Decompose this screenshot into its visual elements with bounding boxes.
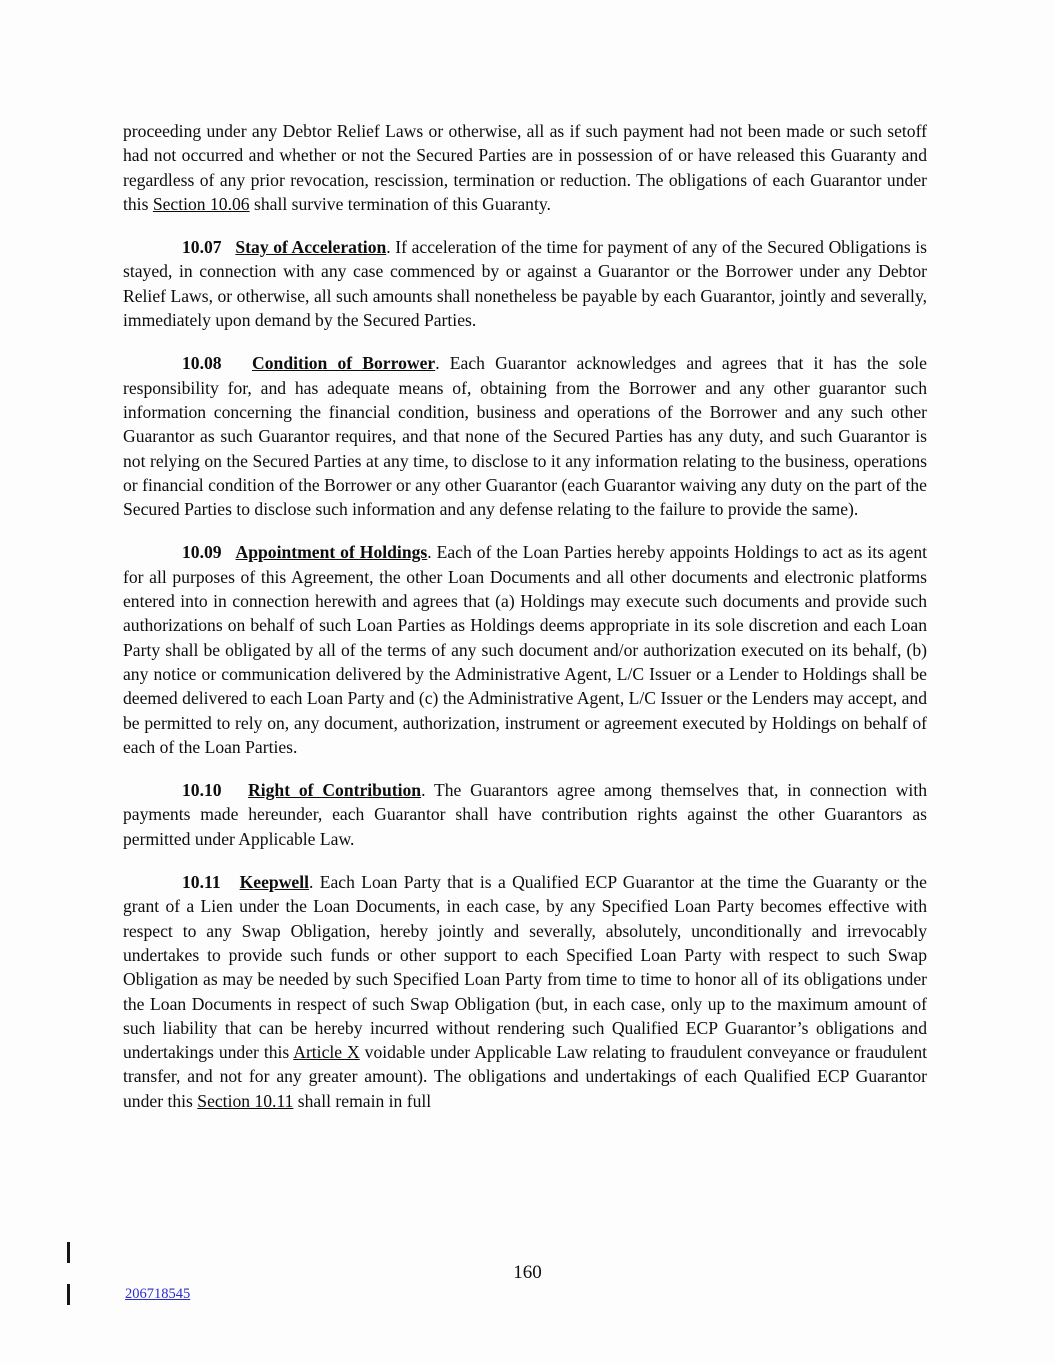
section-number: 10.11: [182, 872, 240, 893]
paragraph: [123, 119, 927, 216]
section-number: 10.08: [182, 353, 253, 374]
section-heading: Appointment of Holdings: [235, 542, 428, 563]
change-bar: [67, 1284, 70, 1305]
text-run: . If acceleration of the time for payment of any of the Secured Obligations is stayed, in connection with any case commenced by or against a Guarantor or the Borrower under any Debtor Relief Laws, or otherwise, all such amounts shall nonetheless be payable by each Guarantor, jointly and severally, immediately upon demand by the Secured Parties.: [123, 237, 928, 331]
text-run: . Each of the Loan Parties hereby appoints Holdings to act as its agent for all purposes of this Agreement, the other Loan Documents and all other documents and electronic platforms entered into in connection herewith and agrees that (a) Holdings may execute such documents and provide such authorizations on behalf of such Loan Parties as Holdings deems appropriate in its sole discretion and each Loan Party shall be obligated by all of the terms of any such document and/or authorization executed on its behalf, (b) any notice or communication delivered by the Administrative Agent, L/C Issuer or a Lender to Holdings shall be deemed delivered to each Loan Party and (c) the Administrative Agent, L/C Issuer or the Lenders may accept, and be permitted to rely on, any document, authorization, instrument or agreement executed by Holdings on behalf of each of the Loan Parties.: [123, 542, 928, 757]
text-run: proceeding under any Debtor Relief Laws or otherwise, all as if such payment had not been made or such setoff had not occurred and whether or not the Secured Parties are in possession of or have released this Guaranty and regardless of any prior revocation, rescission, termination or reduction. The obligations of each Guarantor under this: [123, 121, 927, 214]
document-id-link[interactable]: 206718545: [125, 1286, 191, 1302]
section-number: 10.10: [182, 780, 249, 801]
change-bar: [67, 1242, 70, 1263]
section-heading: Condition of Borrower: [252, 353, 436, 374]
document-body: [123, 119, 927, 1132]
section-number: 10.07: [182, 237, 236, 258]
text-run: . The Guarantors agree among themselves that, in connection with payments made hereunder, each Guarantor shall have contribution rights against the other Guarantors as permitted under Applicable Law.: [123, 780, 927, 849]
cross-reference: Section 10.11: [197, 1090, 294, 1111]
text-run: . Each Loan Party that is a Qualified ECP Guarantor at the time the Guaranty or the grant of a Lien under the Loan Documents, in each case, by any Specified Loan Party becomes effective with respect to any Swap Obligation, hereby jointly and severally, absolutely, unconditionally and irrevocably undertakes to provide such funds or other support to each Specified Loan Party with respect to such Swap Obligation as may be needed by such Specified Loan Party from time to time to honor all of its obligations under the Loan Documents in respect of such Swap Obligation (but, in each case, only up to the maximum amount of such liability that can be hereby incurred without rendering such Qualified ECP Guarantor’s obligations and undertakings under this: [123, 872, 927, 1063]
section-heading: Stay of Acceleration: [235, 237, 387, 258]
cross-reference: Article X: [293, 1042, 360, 1063]
text-run: shall remain in full: [293, 1090, 432, 1111]
page-number: 160: [513, 1262, 542, 1283]
section-number: 10.09: [182, 542, 236, 563]
text-run: voidable under Applicable Law relating to fraudulent conveyance or fraudulent transfer, and not for any greater amount). The obligations and undertakings of each Qualified ECP Guarantor under this: [123, 1042, 927, 1111]
section-heading: Right of Contribution: [248, 780, 422, 801]
text-run: shall survive termination of this Guaranty.: [249, 193, 551, 214]
cross-reference: Section 10.06: [152, 193, 250, 214]
paragraph: [123, 778, 927, 851]
text-run: . Each Guarantor acknowledges and agrees that it has the sole responsibility for, and has adequate means of, obtaining from the Borrower and any other guarantor such information concerning the financial condition, business and operations of the Borrower and any such other Guarantor as such Guarantor requires, and that none of the Secured Parties has any duty, and such Guarantor is not relying on the Secured Parties at any time, to disclose to it any information relating to the business, operations or financial condition of the Borrower or any other Guarantor (each Guarantor waiving any duty on the part of the Secured Parties to disclose such information and any defense relating to the failure to provide the same).: [123, 353, 927, 520]
section-heading: Keepwell: [239, 872, 309, 893]
paragraph: [123, 351, 927, 521]
paragraph: [123, 235, 927, 332]
paragraph: [123, 540, 927, 759]
paragraph: [123, 870, 927, 1113]
